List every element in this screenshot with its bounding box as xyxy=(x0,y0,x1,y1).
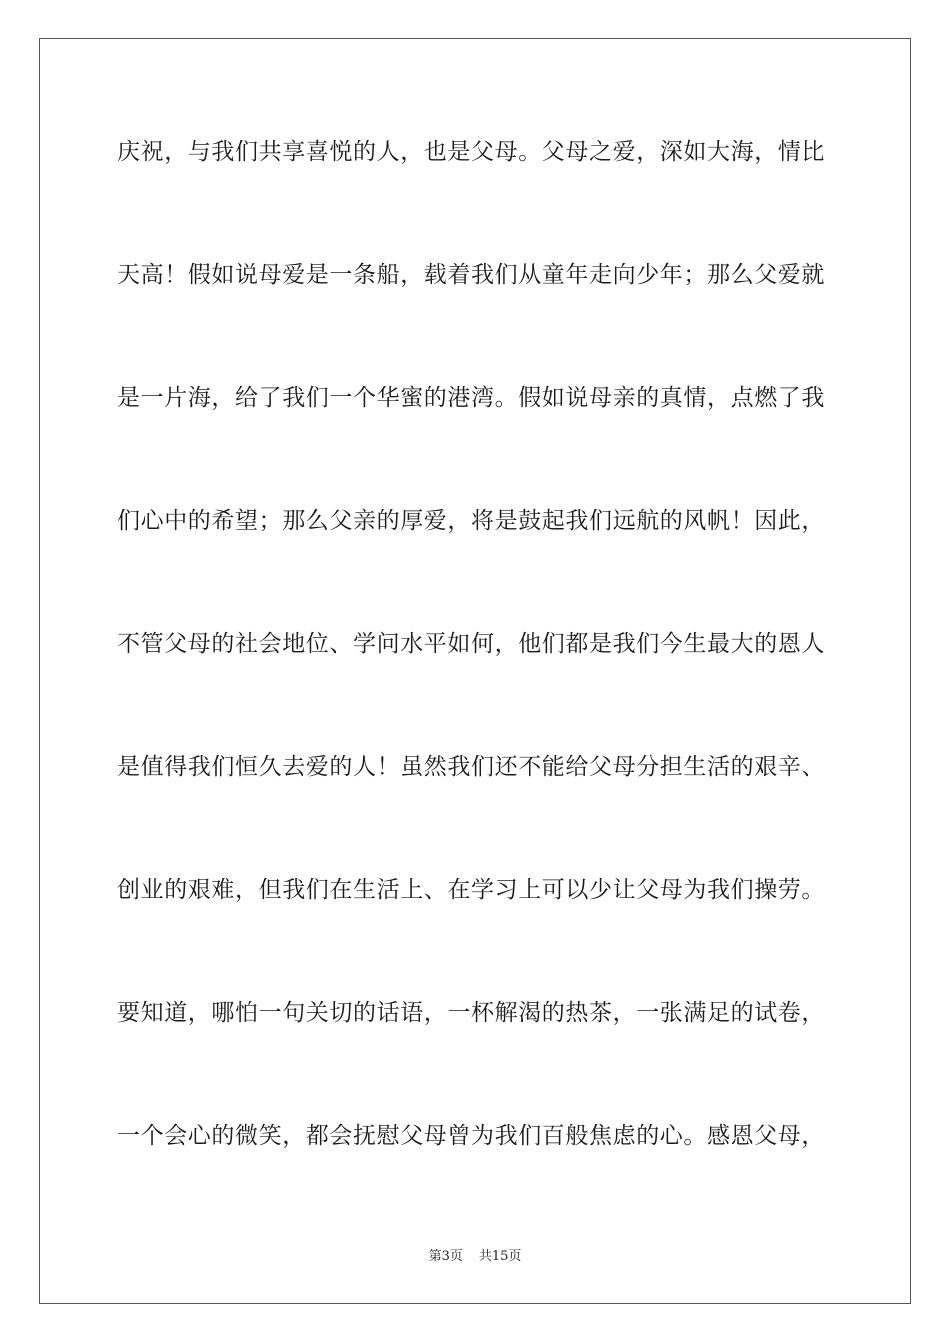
paragraph-line: 庆祝，与我们共享喜悦的人，也是父母。父母之爱，深如大海，情比 xyxy=(117,139,825,165)
paragraph-line: 天高！假如说母爱是一条船，载着我们从童年走向少年；那么父爱就 xyxy=(117,262,825,288)
paragraph-line: 一个会心的微笑，都会抚慰父母曾为我们百般焦虑的心。感恩父母， xyxy=(117,1123,825,1149)
paragraph-line: 是一片海，给了我们一个华蜜的港湾。假如说母亲的真情，点燃了我 xyxy=(117,385,825,411)
paragraph-line: 要知道，哪怕一句关切的话语，一杯解渴的热茶，一张满足的试卷， xyxy=(117,1000,825,1026)
page-border xyxy=(39,38,911,1304)
paragraph-line: 不管父母的社会地位、学问水平如何，他们都是我们今生最大的恩人 xyxy=(117,631,825,657)
page-number: 第3页 xyxy=(428,1249,463,1264)
paragraph-line: 是值得我们恒久去爱的人！虽然我们还不能给父母分担生活的艰辛、 xyxy=(117,754,825,780)
paragraph-line: 们心中的希望；那么父亲的厚爱，将是鼓起我们远航的风帆！因此， xyxy=(117,508,825,534)
page-footer xyxy=(0,1248,950,1266)
paragraph-line: 创业的艰难，但我们在生活上、在学习上可以少让父母为我们操劳。 xyxy=(117,877,825,903)
page-total: 共15页 xyxy=(478,1249,522,1264)
